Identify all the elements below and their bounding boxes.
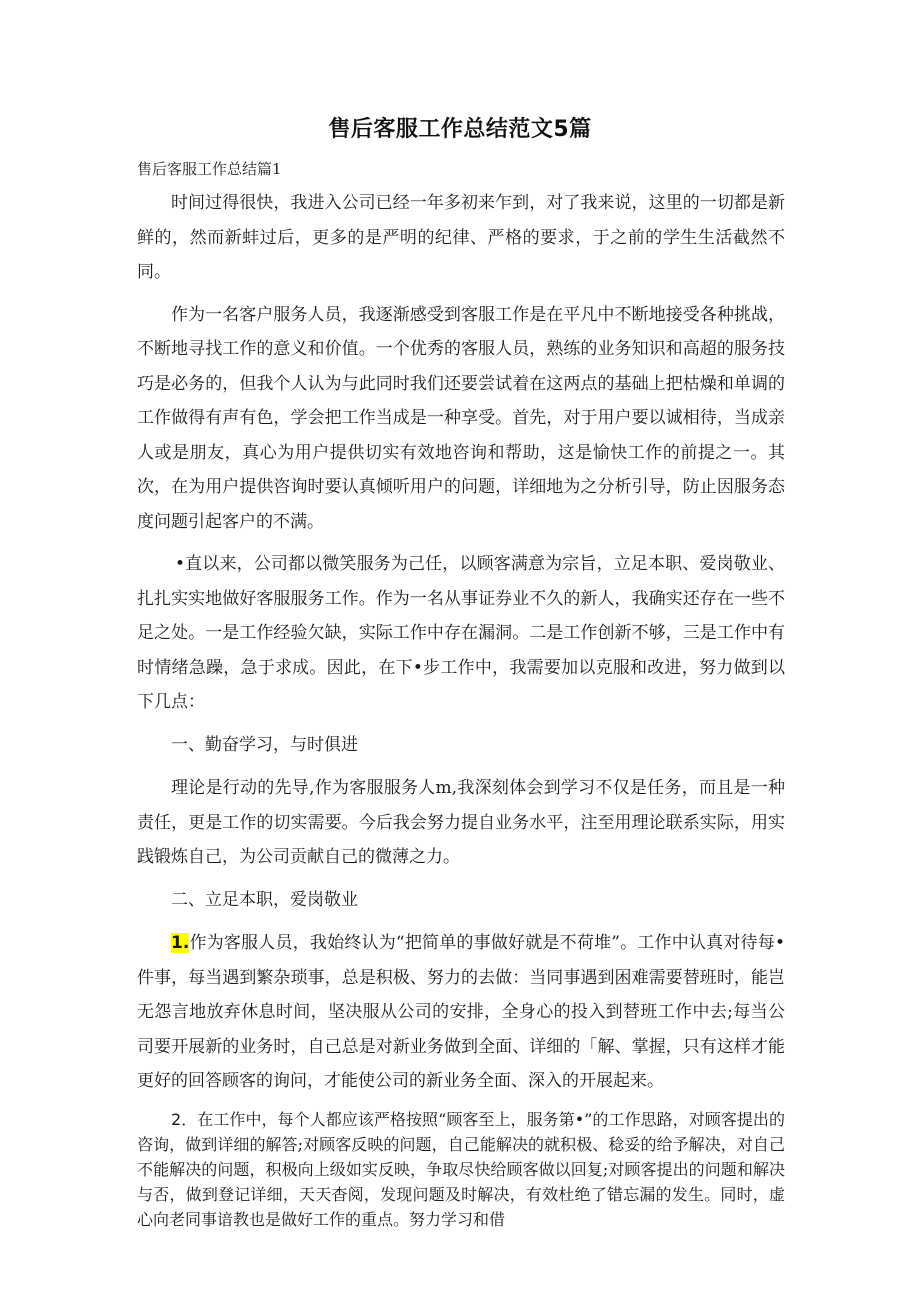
paragraph-item-2 bbox=[137, 1107, 785, 1232]
document-title: 售后客服工作总结范文5篇 bbox=[328, 117, 592, 142]
subheading-dedication: 二、立足本职，爱岗敬业 bbox=[171, 889, 358, 910]
document-body bbox=[137, 186, 785, 1232]
paragraph-intro: 时间过得很快，我进入公司已经一年多初来乍到，对了我来说，这里的一切都是新鲜的，然而新蚌过后，更多的是严明的纪律、严格的要求，于之前的学生生活截然不同。 bbox=[137, 193, 785, 282]
subheading-study: 一、勤奋学习，与时俱进 bbox=[171, 734, 358, 755]
section-heading: 售后客服工作总结篇1 bbox=[137, 160, 282, 178]
paragraph-item-1 bbox=[137, 926, 785, 1099]
item-number-2: 2 bbox=[171, 1109, 182, 1129]
highlighted-number: 1. bbox=[171, 933, 190, 953]
paragraph-shortcomings: •直以来，公司都以微笑服务为己任，以顾客满意为宗旨，立足本职、爱岗敬业、扎扎实实地做好客服服务工作。作为一名从事证券业不久的新人，我确实还存在一些不足之处。一是工作经验欠缺，实际工作中存在漏洞。二是工作创新不够，三是工作中有时情绪急躁，急于求成。因此，在下•步工作中，我需要加以克服和改进，努力做到以下几点： bbox=[137, 554, 785, 712]
paragraph-item-2-text: ．在工作中，每个人都应该严格按照“顾客至上，服务第•”的工作思路，对顾客提出的咨询，做到详细的解答;对顾客反映的问题，自己能解决的就积极、稔妥的给予解决，对自己不能解决的问题，积极向上级如实反映，争取尽快给顾客做以回复;对顾客提出的问题和解决与否，做到登记详细，天天杳阅，发现问题及时解决，有效杜绝了错忘漏的发生。同时，虚心向老同事谙教也是做好工作的重点。努力学习和借 bbox=[137, 1109, 785, 1229]
paragraph-item-1-text: 作为客服人员，我始终认为“把简单的事做好就是不荷堆”。工作中认真对待每•件事，每当遇到繁杂琐事，总是积极、努力的去做：当同事遇到困难需要替班时，能岂无怨言地放弃休息时间，坚决服从公司的安排，全身心的投入到替班工作中去;每当公司要开展新的业务时，自己总是对新业务做到全面、详细的「解、掌握，只有这样才能更好的回答顾客的询问，才能使公司的新业务全面、深入的开展起来。 bbox=[137, 933, 785, 1091]
paragraph-study: 理论是行动的先导,作为客服服务人m,我深刻体会到学习不仅是任务，而且是一种责任，更是工作的切实需要。今后我会努力提自业务水平，注至用理论联系实际，用实践锻炼自己，为公司贡献自己的微薄之力。 bbox=[137, 778, 785, 867]
paragraph-role: 作为一名客户服务人员，我逐渐感受到客服工作是在平凡中不断地接受各种挑战，不断地寻找工作的意义和价值。一个优秀的客服人员，熟练的业务知识和高超的服务技巧是必务的，但我个人认为与此同时我们还要尝试着在这两点的基础上把枯燥和单调的工作做得有声有色，学会把工作当成是一种享受。首先，对于用户要以诚相待，当成亲人或是朋友，真心为用户提供切实有效地咨询和帮助，这是愉快工作的前提之一。其次，在为用户提供咨询时要认真倾听用户的问题，详细地为之分析引导，防止因服务态度问题引起客户的不满。 bbox=[137, 304, 785, 532]
